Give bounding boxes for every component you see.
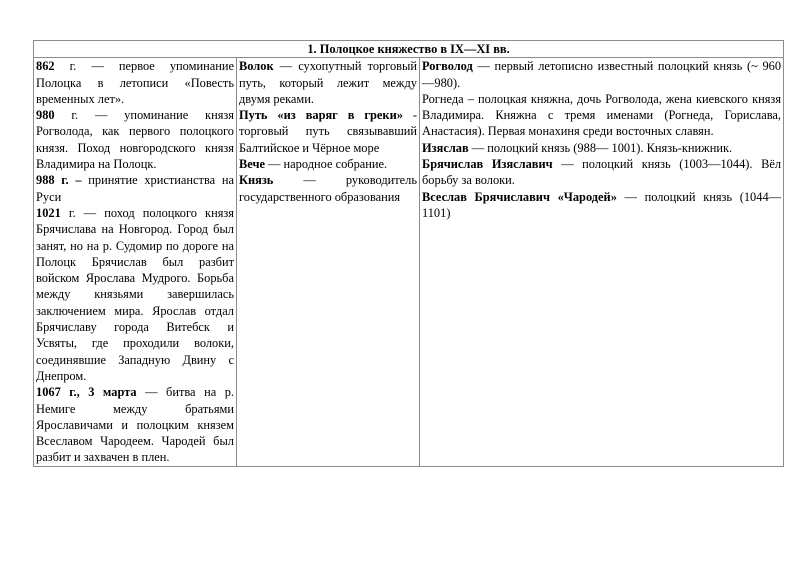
entry-term: Путь «из варяг в греки»	[239, 108, 403, 123]
entry-text: — полоцкий князь (988— 1001). Князь-книжник.	[468, 140, 733, 155]
entry-term: Изяслав	[422, 140, 469, 155]
entry-paragraph	[239, 107, 417, 156]
persons-column	[420, 58, 784, 466]
entry-term: Вече	[239, 157, 265, 172]
entry-term: 988 г. –	[36, 173, 82, 188]
entry-text: — сухопутный торговый путь, который лежит между двумя реками.	[239, 59, 417, 106]
entry-term: Всеслав Брячиславич «Чародей»	[422, 189, 617, 204]
entry-paragraph	[239, 156, 417, 172]
entry-term: Князь	[239, 173, 274, 188]
entry-term: 1021	[36, 205, 61, 220]
history-table	[33, 40, 784, 467]
entry-text: г. — упоминание князя Рогволода, как первого полоцкого князя. Поход новгородского князя Владимира на Полоцк.	[36, 108, 234, 172]
entry-paragraph	[422, 189, 781, 222]
entry-term: 1067 г., 3 марта	[36, 385, 137, 400]
entry-paragraph	[36, 107, 234, 172]
entry-paragraph	[422, 91, 781, 140]
entry-text: - торговый путь связывавший Балтийское и Чёрное море	[239, 108, 417, 155]
table-header-row	[34, 41, 784, 58]
entry-paragraph	[36, 58, 234, 107]
table-title: 1. Полоцкое княжество в IX—XI вв.	[34, 41, 784, 58]
entry-text: Рогнеда – полоцкая княжна, дочь Рогволода, жена киевского князя Владимира. Княжна с тремя именами (Рогнеда, Горислава, Анастасия). Первая монахиня среди восточных славян.	[422, 91, 782, 139]
entry-paragraph	[36, 384, 234, 465]
entry-term: 980	[36, 108, 55, 123]
entry-paragraph	[422, 140, 781, 156]
entry-text: — полоцкий князь (1044—1101)	[422, 189, 782, 220]
entry-paragraph	[239, 172, 417, 205]
entry-text: — битва на р. Немиге между братьями Ярославичами и полоцким князем Всеславом Чародеем. Чародей был разбит и захвачен в плен.	[36, 385, 234, 465]
entry-text: — руководитель государственного образования	[239, 173, 417, 204]
entry-text: — народное собрание.	[264, 157, 388, 172]
terms-column	[237, 58, 420, 466]
entry-term: Рогволод	[422, 59, 473, 74]
entry-term: Брячислав Изяславич	[422, 157, 553, 172]
entry-text: принятие христианства на Руси	[36, 173, 234, 204]
entry-term: 862	[36, 59, 55, 74]
entry-paragraph	[422, 156, 781, 189]
entry-text: — полоцкий князь (1003—1044). Вёл борьбу за волоки.	[422, 157, 782, 188]
entry-term: Волок	[239, 59, 274, 74]
entry-paragraph	[239, 58, 417, 107]
entry-paragraph	[36, 205, 234, 384]
entry-text: — первый летописно известный полоцкий князь (~ 960—980).	[422, 59, 782, 90]
entry-paragraph	[422, 58, 781, 91]
dates-column	[34, 58, 237, 466]
entry-text: г. — первое упоминание Полоцка в летописи «Повесть временных лет».	[36, 59, 234, 106]
entry-paragraph	[36, 172, 234, 205]
table-row	[34, 58, 784, 466]
entry-text: г. — поход полоцкого князя Брячислава на Новгород. Город был занят, но на р. Судомир по дороге на Полоцк Брячислав был разбит войском Ярослава Мудрого. Борьба между князьями завершилась заключением мира. Ярослав отдал Брячиславу города Витебск и Усвяты, где проходили волоки, соединявшие Западную Двину с Днепром.	[36, 205, 234, 383]
